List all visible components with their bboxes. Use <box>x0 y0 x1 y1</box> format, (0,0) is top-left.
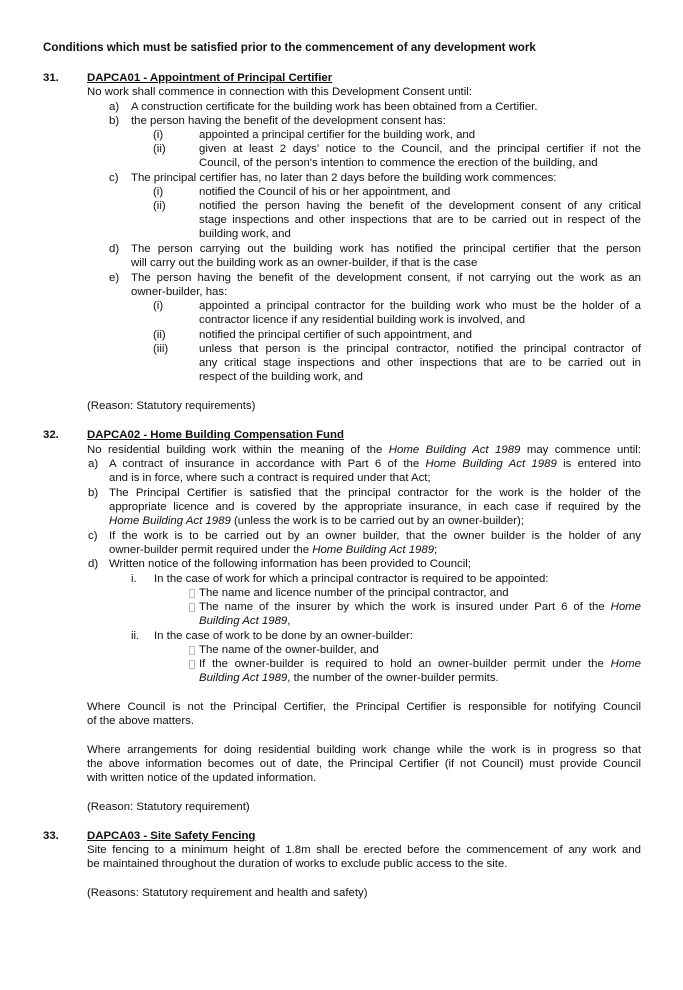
item-text: the person having the benefit of the development consent has: <box>131 115 446 127</box>
item-text: The principal certifier has, no later than 2 days before the building work commences: <box>131 172 557 184</box>
bullet-text: The name and licence number of the principal contractor, and <box>199 587 509 599</box>
item-text: will carry out the building work as an owner-builder, if that is the case <box>131 257 478 269</box>
item-text: The person carrying out the building work has notified the principal certifier that the person <box>131 243 641 255</box>
paragraph: with written notice of the updated information. <box>87 772 317 784</box>
subitem-text: contractor licence if any residential building work is involved, and <box>199 314 526 326</box>
roman-label: ii. <box>131 630 140 642</box>
bullet-text: Building Act 1989, the number of the owner-builder permits. <box>199 672 499 684</box>
subitem-label: (ii) <box>153 200 166 212</box>
item-text: The Principal Certifier is satisfied that the principal contractor for the work is the holder of the <box>109 487 641 499</box>
paragraph: the above information becomes out of date, the Principal Certifier (if not Council) must provide Council <box>87 758 641 770</box>
subitem-text: notified the principal certifier of such appointment, and <box>199 329 472 341</box>
item-text: The person having the benefit of the development consent, if not carrying out the work as an <box>131 272 641 284</box>
item-label: b) <box>109 115 120 127</box>
subitem-text: any critical stage inspections and other inspections that are to be carried out in <box>199 357 641 369</box>
roman-text: In the case of work to be done by an owner-builder: <box>154 630 413 642</box>
item-label: d) <box>109 243 120 255</box>
bullet-text: Building Act 1989, <box>199 615 291 627</box>
subitem-label: (i) <box>153 186 164 198</box>
condition-number: 32. <box>43 429 59 441</box>
item-label: c) <box>109 172 119 184</box>
item-label: a) <box>88 458 99 470</box>
item-label: e) <box>109 272 120 284</box>
condition-intro: No residential building work within the meaning of the Home Building Act 1989 may commence until: <box>87 444 642 456</box>
condition-body: Site fencing to a minimum height of 1.8m shall be erected before the commencement of any work and <box>87 844 641 856</box>
bullet-text: The name of the owner-builder, and <box>199 644 379 656</box>
item-text: A construction certificate for the building work has been obtained from a Certifier. <box>131 101 538 113</box>
subitem-label: (i) <box>153 300 164 312</box>
subitem-text: notified the person having the benefit of the development consent of any critical <box>199 200 641 212</box>
subitem-text: respect of the building work, and <box>199 371 363 383</box>
subitem-label: (ii) <box>153 329 166 341</box>
paragraph: of the above matters. <box>87 715 195 727</box>
condition-title: DAPCA02 - Home Building Compensation Fund <box>87 429 344 441</box>
condition-intro: No work shall commence in connection with this Development Consent until: <box>87 86 472 98</box>
condition-number: 33. <box>43 830 59 842</box>
bullet-square-icon <box>189 589 195 598</box>
item-label: a) <box>109 101 120 113</box>
subitem-text: appointed a principal contractor for the building work who must be the holder of a <box>199 300 641 312</box>
paragraph: Where arrangements for doing residential building work change while the work is in progress so that <box>87 744 641 756</box>
condition-number: 31. <box>43 72 59 84</box>
item-text: If the work is to be carried out by an owner builder, that the owner builder is the holder of any <box>109 530 641 542</box>
item-text: A contract of insurance in accordance with Part 6 of the Home Building Act 1989 is entered into <box>109 458 641 470</box>
bullet-text: The name of the insurer by which the work is insured under Part 6 of the Home <box>199 601 641 613</box>
item-label: c) <box>88 530 98 542</box>
subitem-text: building work, and <box>199 228 291 240</box>
condition-body: be maintained throughout the duration of works to exclude public access to the site. <box>87 858 508 870</box>
condition-reason: (Reason: Statutory requirements) <box>87 400 256 412</box>
subitem-label: (ii) <box>153 143 166 155</box>
condition-reason: (Reason: Statutory requirement) <box>87 801 250 813</box>
subitem-text: Council, of the person's intention to commence the erection of the building, and <box>199 157 598 169</box>
item-text: appropriate licence and is covered by the appropriate insurance, in each case if required by the <box>109 501 641 513</box>
item-text: and is in force, where such a contract is required under that Act; <box>109 472 431 484</box>
item-text: Home Building Act 1989 (unless the work is to be carried out by an owner-builder); <box>109 515 524 527</box>
subitem-text: given at least 2 days’ notice to the Council, and the principal certifier if not the <box>199 143 641 155</box>
condition-title: DAPCA01 - Appointment of Principal Certifier <box>87 72 333 84</box>
condition-reason: (Reasons: Statutory requirement and health and safety) <box>87 887 368 899</box>
item-label: b) <box>88 487 99 499</box>
item-text: Written notice of the following information has been provided to Council; <box>109 558 471 570</box>
section-heading: Conditions which must be satisfied prior to the commencement of any development work <box>43 41 536 54</box>
item-text: owner-builder, has: <box>131 286 228 298</box>
bullet-square-icon <box>189 660 195 669</box>
item-text: owner-builder permit required under the Home Building Act 1989; <box>109 544 438 556</box>
subitem-text: stage inspections and other inspections that are to be carried out in respect of the <box>199 214 641 226</box>
item-label: d) <box>88 558 99 570</box>
subitem-text: appointed a principal certifier for the building work, and <box>199 129 476 141</box>
roman-label: i. <box>131 573 137 585</box>
bullet-square-icon <box>189 646 195 655</box>
subitem-label: (iii) <box>153 343 169 355</box>
subitem-text: unless that person is the principal contractor, notified the principal contractor of <box>199 343 641 355</box>
roman-text: In the case of work for which a principal contractor is required to be appointed: <box>154 573 549 585</box>
bullet-text: If the owner-builder is required to hold an owner-builder permit under the Home <box>199 658 641 670</box>
condition-title: DAPCA03 - Site Safety Fencing <box>87 830 256 842</box>
bullet-square-icon <box>189 603 195 612</box>
subitem-label: (i) <box>153 129 164 141</box>
paragraph: Where Council is not the Principal Certifier, the Principal Certifier is responsible for notifying Council <box>87 701 641 713</box>
subitem-text: notified the Council of his or her appointment, and <box>199 186 451 198</box>
